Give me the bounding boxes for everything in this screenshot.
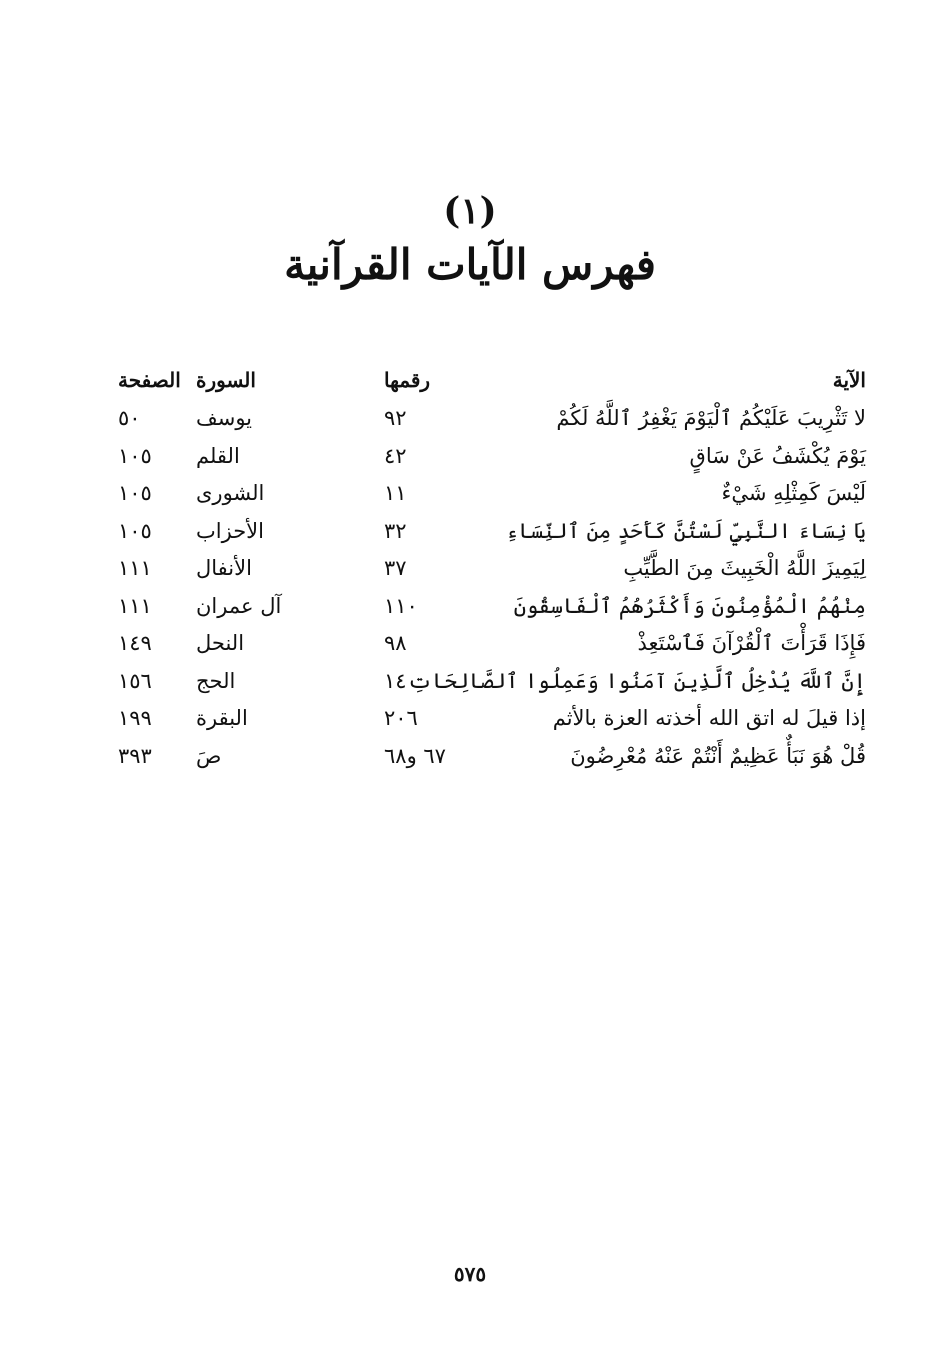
surah-name: يوسف	[196, 406, 253, 430]
page-ref: ١٠٥	[118, 481, 152, 505]
surah-name: النحل	[196, 631, 245, 655]
header-page: الصفحة	[118, 368, 181, 392]
verse-number: ٤٢	[384, 443, 407, 468]
table-row	[118, 625, 866, 663]
verse-text: إذا قيلَ له اتق الله أخذته العزة بالأثم	[552, 706, 866, 730]
verse-text: لِيَمِيزَ اللَّهُ الْخَبِيثَ مِنَ الطَّيِّبِ	[623, 556, 866, 580]
table-row	[118, 700, 866, 738]
verse-number: ٩٢	[384, 406, 407, 430]
table-row	[118, 588, 866, 626]
verse-text: قُلْ هُوَ نَبَأٌ عَظِيمٌ أَنْتُمْ عَنْهُ مُعْرِضُونَ	[570, 743, 866, 768]
verse-number: ١١٠	[384, 593, 418, 618]
table-row	[118, 513, 866, 551]
header-surah: السورة	[196, 368, 256, 392]
page-ref: ٣٩٣	[118, 743, 152, 768]
page-ref: ١٥٦	[118, 668, 152, 693]
verse-number: ٢٠٦	[384, 706, 418, 730]
table-row	[118, 400, 866, 438]
index-number: (١)	[443, 190, 497, 232]
verse-number: ٩٨	[384, 631, 407, 655]
verse-number: ١٤	[384, 668, 407, 693]
verse-text: لَيْسَ كَمِثْلِهِ شَيْءٌ	[721, 481, 866, 505]
page-title: فهرس الآيات القرآنية	[284, 240, 656, 289]
page-ref: ٥٠	[118, 406, 141, 430]
surah-name: البقرة	[196, 706, 248, 730]
table-header-row	[118, 362, 866, 400]
verse-number: ٣٧	[384, 556, 407, 580]
verse-number: ٣٢	[384, 518, 407, 543]
header-number: رقمها	[384, 368, 431, 392]
surah-name: الحج	[196, 668, 236, 693]
page-ref: ١٠٥	[118, 443, 152, 468]
table-row	[118, 475, 866, 513]
table-row	[118, 550, 866, 588]
verse-text: مِنْهُمُ الْمُؤْمِنُونَ وَأَكْثَرُهُمُ ٱلْفَاسِقُونَ	[513, 593, 866, 618]
page-ref: ١٠٥	[118, 518, 152, 543]
page-ref: ١١١	[118, 593, 152, 618]
surah-name: الأنفال	[196, 556, 252, 580]
surah-name: صَ	[196, 743, 222, 768]
verse-index-table	[118, 362, 866, 775]
surah-name: القلم	[196, 443, 240, 468]
table-row	[118, 663, 866, 701]
table-row	[118, 738, 866, 776]
verse-text: لا تَثْرِيبَ عَلَيْكُمُ ٱلْيَوْمَ يَغْفِرُ ٱللَّهُ لَكُمْ	[556, 406, 866, 430]
verse-text: يَوْمَ يُكْشَفُ عَنْ سَاقٍ	[689, 443, 866, 468]
verse-number: ٦٧ و٦٨	[384, 743, 446, 768]
table-row	[118, 438, 866, 476]
page-ref: ١٩٩	[118, 706, 152, 730]
surah-name: الشورى	[196, 481, 265, 505]
verse-text: فَإِذَا قَرَأْتَ ٱلْقُرْآنَ فَٱسْتَعِذْ	[637, 631, 866, 655]
page-ref: ١٤٩	[118, 631, 152, 655]
header-verse: الآية	[832, 368, 866, 392]
verse-text: إِنَّ ٱللَّهَ يُدْخِلُ ٱلَّذِينَ آمَنُوا وَعَمِلُوا ٱلصَّالِحَاتِ	[407, 668, 866, 693]
page-ref: ١١١	[118, 556, 152, 580]
verse-text: يَا نِسَاءَ النَّبِيِّ لَسْتُنَّ كَأَحَدٍ مِنَ ٱلنِّسَاءِ	[506, 518, 866, 543]
verse-number: ١١	[384, 481, 407, 505]
surah-name: آل عمران	[196, 593, 282, 618]
surah-name: الأحزاب	[196, 518, 264, 543]
page-number: ٥٧٥	[453, 1262, 487, 1286]
